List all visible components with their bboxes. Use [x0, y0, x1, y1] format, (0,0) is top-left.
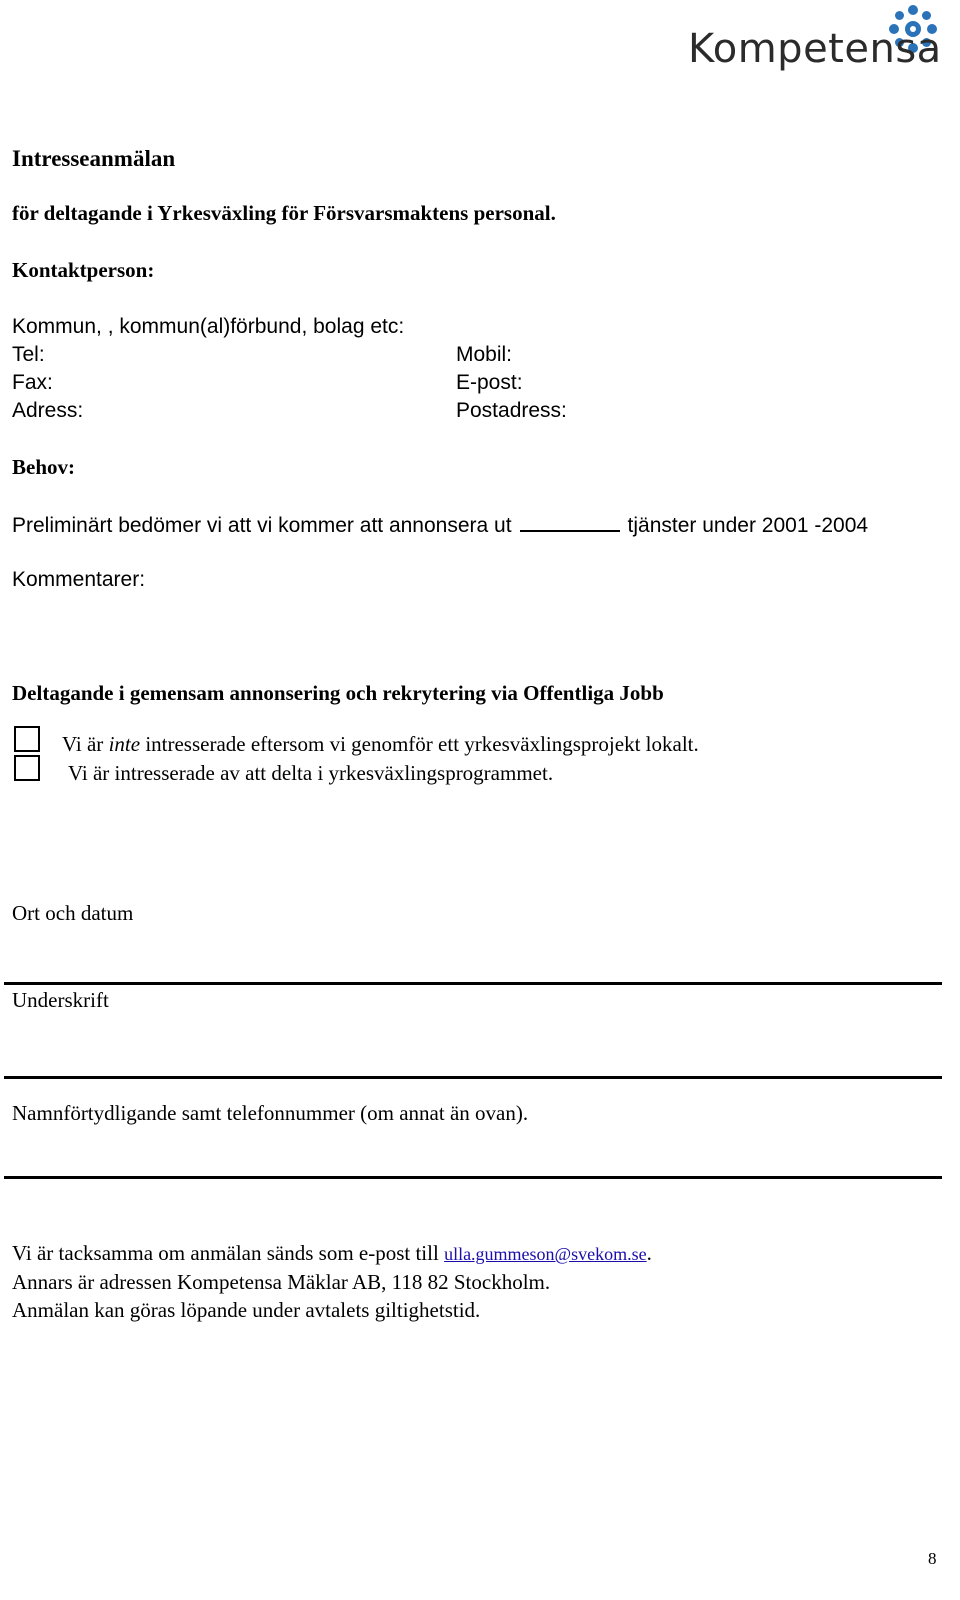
mobile-label: Mobil:	[456, 343, 513, 366]
place-date-label: Ort och datum	[12, 901, 134, 925]
signature-label: Underskrift	[12, 988, 109, 1012]
footer-line-2: Annars är adressen Kompetensa Mäklar AB, 118 82 Stockholm.	[12, 1270, 551, 1294]
signature-line[interactable]	[4, 1076, 942, 1079]
need-text-after: tjänster under 2001 -2004	[627, 514, 869, 537]
comments-label: Kommentarer:	[12, 568, 146, 591]
option-not-interested	[62, 732, 699, 757]
footer-line-1	[12, 1241, 652, 1266]
participation-heading: Deltagande i gemensam annonsering och rekrytering via Offentliga Jobb	[12, 681, 664, 705]
subtitle: för deltagande i Yrkesväxling för Försvarsmaktens personal.	[12, 201, 556, 225]
logo	[688, 0, 944, 84]
footer-line1-pre: Vi är tacksamma om anmälan sänds som e-post till	[12, 1241, 445, 1265]
need-sentence	[12, 512, 868, 538]
place-date-line[interactable]	[4, 982, 942, 985]
fax-label: Fax:	[12, 371, 53, 394]
option1-emphasis: inte	[108, 732, 141, 756]
need-heading: Behov:	[12, 455, 75, 479]
option1-pre: Vi är	[62, 732, 109, 756]
option1-post: intresserade eftersom vi genomför ett yrkesväxlingsprojekt lokalt.	[140, 732, 699, 756]
page-title: Intresseanmälan	[12, 146, 176, 171]
email-link[interactable]: ulla.gummeson@svekom.se	[444, 1244, 647, 1264]
contact-heading: Kontaktperson:	[12, 258, 155, 282]
footer-line1-post: .	[646, 1241, 652, 1265]
logo-text: Kompetensa	[688, 26, 942, 72]
email-label: E-post:	[456, 371, 523, 394]
option-interested: Vi är intresserade av att delta i yrkesväxlingsprogrammet.	[68, 761, 554, 785]
clarification-label: Namnförtydligande samt telefonnummer (om annat än ovan).	[12, 1101, 529, 1125]
services-count-field[interactable]	[520, 512, 620, 532]
org-label: Kommun, , kommun(al)förbund, bolag etc:	[12, 315, 405, 338]
tel-label: Tel:	[12, 343, 45, 366]
postal-label: Postadress:	[456, 399, 567, 422]
clarification-line[interactable]	[4, 1176, 942, 1179]
footer-line-3: Anmälan kan göras löpande under avtalets giltighetstid.	[12, 1298, 481, 1322]
interested-checkbox[interactable]	[14, 755, 40, 781]
need-text-before: Preliminärt bedömer vi att vi kommer att annonsera ut	[12, 514, 512, 537]
not-interested-checkbox[interactable]	[14, 726, 40, 752]
address-label: Adress:	[12, 399, 84, 422]
page-number: 8	[928, 1549, 937, 1568]
